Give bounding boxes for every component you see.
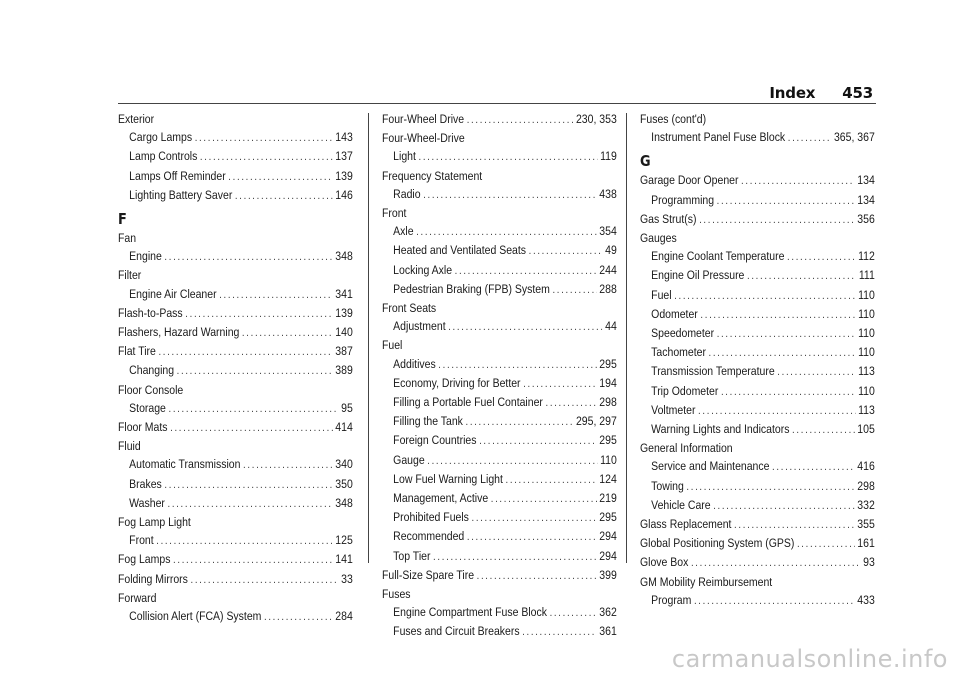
index-subentry [118,128,353,147]
index-entry [118,418,353,437]
index-subentry [118,607,353,626]
index-subentry [118,167,353,186]
entry-term: Engine Oil Pressure [651,268,745,283]
dot-leader [185,305,332,323]
entry-term: Engine Compartment Fuse Block [393,605,547,620]
dot-leader [699,211,855,229]
watermark: carmanualsonline.info [671,645,948,673]
entry-term: Program [651,592,692,607]
index-subentry [640,477,875,496]
index-subentry [640,382,875,401]
entry-term: Washer [129,495,165,510]
dot-leader [694,592,855,610]
entry-term: Engine Air Cleaner [129,286,217,301]
entry-term: Towing [651,478,684,493]
page-reference: 146 [335,187,353,202]
entry-term: Tachometer [651,345,706,360]
dot-leader [156,532,332,550]
index-subentry [382,603,617,622]
dot-leader [455,262,597,280]
dot-leader [792,421,855,439]
entry-term: Glove Box [640,555,689,570]
index-subentry [640,420,875,439]
page-reference: 140 [335,325,353,340]
page-reference: 438 [599,186,617,201]
page-reference: 110 [858,287,875,302]
page-reference: 105 [857,422,875,437]
entry-term: Additives [393,356,436,371]
page-reference: 137 [335,149,353,164]
index-heading: Forward [118,590,157,605]
index-entry [118,550,353,569]
entry-term: Heated and Ventilated Seats [393,243,527,258]
index-subentry [382,451,617,470]
entry-term: Folding Mirrors [118,571,188,586]
page-reference: 362 [599,605,617,620]
index-subentry [382,261,617,280]
page-reference: 295, 297 [575,414,617,429]
page-reference: 110 [858,345,875,360]
dot-leader [167,495,332,513]
entry-term: Transmission Temperature [651,364,775,379]
index-subentry [382,393,617,412]
page-reference: 49 [605,243,617,258]
page-reference: 219 [599,491,617,506]
dot-leader [700,306,855,324]
page-reference: 414 [335,420,353,435]
entry-term: Radio [393,186,421,201]
page-reference: 332 [857,497,875,512]
entry-term: Prohibited Fuels [393,510,469,525]
page-reference: 124 [599,471,617,486]
page-reference: 433 [857,592,875,607]
page-reference: 113 [858,364,875,379]
index-subentry [382,147,617,166]
entry-term: Recommended [393,529,465,544]
entry-term: Filling the Tank [393,414,463,429]
dot-leader [529,242,603,260]
dot-leader [173,551,333,569]
dot-leader [467,528,597,546]
entry-term: Flat Tire [118,344,156,359]
page-reference: 111 [858,268,875,283]
entry-term: Lighting Battery Saver [129,187,233,202]
entry-term: Warning Lights and Indicators [651,422,790,437]
entry-term: Low Fuel Warning Light [393,471,503,486]
page-reference: 387 [335,344,353,359]
entry-term: Vehicle Care [651,497,711,512]
index-heading: Fluid [118,439,141,454]
index-column-3 [640,110,875,610]
index-subentry [118,361,353,380]
page-reference: 355 [857,517,875,532]
index-subentry [640,591,875,610]
dot-leader [195,129,333,147]
page-reference: 161 [857,536,875,551]
page-reference: 298 [857,478,875,493]
index-subentry [640,128,875,147]
dot-leader [427,452,597,470]
entry-term: Odometer [651,306,698,321]
page-reference: 298 [599,395,617,410]
page-reference: 33 [341,571,353,586]
dot-leader [491,490,597,508]
index-heading: Exterior [118,112,155,126]
entry-term: Four-Wheel Drive [382,112,465,126]
page-reference: 416 [857,459,875,474]
page-reference: 110 [858,326,875,341]
dot-leader [741,172,855,190]
index-heading: Fuses [382,587,411,602]
column-divider [368,113,369,563]
section-title: Index [769,84,816,102]
index-heading: Gauges [640,231,677,246]
index-subentry [640,266,875,285]
dot-leader [788,129,832,147]
dot-leader [219,286,333,304]
index-subentry [382,470,617,489]
entry-term: Voltmeter [651,402,696,417]
dot-leader [777,363,855,381]
index-subentry [382,241,617,260]
index-heading: Front [382,206,407,221]
index-entry [118,570,353,589]
entry-term: Filling a Portable Fuel Container [393,395,543,410]
page-reference: 365, 367 [833,130,875,145]
dot-leader [190,571,338,589]
dot-leader [164,248,332,266]
dot-leader [170,419,333,437]
index-subentry [382,508,617,527]
index-subentry [640,496,875,515]
index-subentry [640,362,875,381]
page-header [769,84,873,102]
entry-term: Gauge [393,452,425,467]
index-subentry [382,527,617,546]
index-subentry [640,247,875,266]
entry-term: Fuses and Circuit Breakers [393,624,520,639]
entry-term: Collision Alert (FCA) System [129,609,262,624]
index-subentry [382,355,617,374]
dot-leader [467,111,574,129]
index-subentry [640,286,875,305]
entry-term: Flashers, Hazard Warning [118,325,240,340]
index-entry [382,110,617,129]
index-heading: Fog Lamp Light [118,515,191,530]
index-subentry [118,475,353,494]
index-subentry [640,401,875,420]
index-entry [640,515,875,534]
page-reference: 119 [600,149,617,164]
entry-term: Axle [393,224,414,239]
page-reference: 112 [858,249,875,264]
entry-term: Fuel [651,287,672,302]
page-reference: 341 [335,286,353,301]
dot-leader [698,402,855,420]
entry-term: Automatic Transmission [129,457,241,472]
dot-leader [477,567,597,585]
index-heading: Floor Console [118,382,184,397]
index-subentry [118,399,353,418]
dot-leader [747,267,856,285]
page-reference: 294 [599,529,617,544]
dot-leader [242,324,333,342]
index-subentry [118,531,353,550]
page-reference: 288 [599,281,617,296]
dot-leader [734,516,855,534]
entry-term: Lamps Off Reminder [129,168,226,183]
page-reference: 348 [335,495,353,510]
index-subentry [382,185,617,204]
index-subentry [382,317,617,336]
entry-term: Adjustment [393,319,446,334]
index-subentry [118,186,353,205]
entry-term: Global Positioning System (GPS) [640,536,795,551]
dot-leader [787,248,855,266]
dot-leader [448,318,602,336]
index-subentry [640,457,875,476]
page-reference: 294 [599,548,617,563]
page-reference: 361 [599,624,617,639]
page-reference: 93 [863,555,875,570]
entry-term: Management, Active [393,491,489,506]
entry-term: Programming [651,192,715,207]
page-reference: 134 [857,192,875,207]
dot-leader [465,413,573,431]
dot-leader [797,535,855,553]
page-reference: 295 [599,433,617,448]
index-heading: GM Mobility Reimbursement [640,574,773,589]
entry-term: Top Tier [393,548,431,563]
dot-leader [416,223,597,241]
index-letter: F [118,210,127,229]
entry-term: Foreign Countries [393,433,477,448]
dot-leader [243,456,333,474]
index-entry [118,304,353,323]
entry-term: Gas Strut(s) [640,211,697,226]
dot-leader [472,509,597,527]
dot-leader [691,554,861,572]
index-subentry [382,431,617,450]
index-entry [640,534,875,553]
entry-term: Trip Odometer [651,383,719,398]
index-heading: Fuses (cont'd) [640,112,707,126]
dot-leader [433,548,597,566]
index-heading: Front Seats [382,301,437,316]
page-reference: 141 [335,552,353,567]
page-reference: 350 [335,476,353,491]
page-reference: 110 [858,383,875,398]
dot-leader [438,356,596,374]
index-subentry [640,191,875,210]
page-reference: 143 [335,130,353,145]
index-entry [118,323,353,342]
entry-term: Brakes [129,476,162,491]
page-reference: 44 [605,319,617,334]
page-reference: 295 [599,510,617,525]
dot-leader [264,608,333,626]
page-reference: 113 [858,402,875,417]
index-heading: Filter [118,268,142,283]
dot-leader [200,148,333,166]
entry-term: Full-Size Spare Tire [382,567,475,582]
page-reference: 194 [599,375,617,390]
page-reference: 354 [599,224,617,239]
index-subentry [382,622,617,641]
index-subentry [382,489,617,508]
dot-leader [717,325,856,343]
index-subentry [640,343,875,362]
entry-term: Cargo Lamps [129,130,193,145]
entry-term: Garage Door Opener [640,173,739,188]
page-reference: 340 [335,457,353,472]
dot-leader [772,458,855,476]
index-subentry [118,494,353,513]
index-column-2 [382,110,617,642]
entry-term: Front [129,533,154,548]
index-entry [640,210,875,229]
index-column-1 [118,110,353,626]
entry-term: Engine [129,249,162,264]
entry-term: Storage [129,400,166,415]
entry-term: Engine Coolant Temperature [651,249,785,264]
header-divider [118,103,876,104]
page-reference: 284 [335,609,353,624]
index-subentry [382,412,617,431]
dot-leader [550,604,597,622]
page-reference: 139 [335,168,353,183]
index-heading: General Information [640,441,733,456]
page-reference: 389 [335,363,353,378]
index-entry [118,342,353,361]
dot-leader [523,375,597,393]
index-heading: Four-Wheel-Drive [382,131,465,146]
index-subentry [118,285,353,304]
dot-leader [479,432,597,450]
index-subentry [382,222,617,241]
dot-leader [177,362,333,380]
page-reference: 125 [335,533,353,548]
index-subentry [382,547,617,566]
dot-leader [674,287,855,305]
dot-leader [235,187,333,205]
entry-term: Instrument Panel Fuse Block [651,130,786,145]
index-entry [640,553,875,572]
column-divider [626,113,627,563]
page-reference: 244 [599,262,617,277]
dot-leader [721,383,856,401]
page-reference: 295 [599,356,617,371]
page-reference: 356 [857,211,875,226]
dot-leader [713,497,855,515]
page-reference: 134 [857,173,875,188]
dot-leader [686,478,854,496]
index-subentry [118,247,353,266]
index-subentry [118,455,353,474]
dot-leader [545,394,596,412]
dot-leader [164,476,332,494]
entry-term: Service and Maintenance [651,459,770,474]
index-letter: G [640,152,651,171]
index-subentry [640,305,875,324]
dot-leader [709,344,856,362]
index-heading: Frequency Statement [382,168,483,183]
dot-leader [522,623,597,641]
entry-term: Lamp Controls [129,149,198,164]
entry-term: Flash-to-Pass [118,305,183,320]
dot-leader [552,281,596,299]
index-entry [382,566,617,585]
entry-term: Economy, Driving for Better [393,375,521,390]
entry-term: Changing [129,363,175,378]
index-subentry [382,374,617,393]
page-reference: 110 [600,452,617,467]
entry-term: Glass Replacement [640,517,732,532]
dot-leader [423,186,597,204]
index-heading: Fuel [382,338,403,353]
dot-leader [505,471,596,489]
index-subentry [118,147,353,166]
page-reference: 110 [858,306,875,321]
page-reference: 230, 353 [575,112,617,126]
dot-leader [168,400,338,418]
entry-term: Locking Axle [393,262,453,277]
entry-term: Floor Mats [118,420,168,435]
page-number: 453 [842,84,873,102]
index-subentry [640,324,875,343]
entry-term: Light [393,149,416,164]
entry-term: Pedestrian Braking (FPB) System [393,281,550,296]
dot-leader [717,192,855,210]
dot-leader [228,168,332,186]
page-reference: 348 [335,249,353,264]
index-heading: Fan [118,231,137,246]
page-reference: 95 [341,400,353,415]
entry-term: Fog Lamps [118,552,171,567]
dot-leader [158,343,332,361]
entry-term: Speedometer [651,326,715,341]
dot-leader [418,148,597,166]
page-reference: 399 [599,567,617,582]
index-entry [640,171,875,190]
page-reference: 139 [335,305,353,320]
index-subentry [382,280,617,299]
